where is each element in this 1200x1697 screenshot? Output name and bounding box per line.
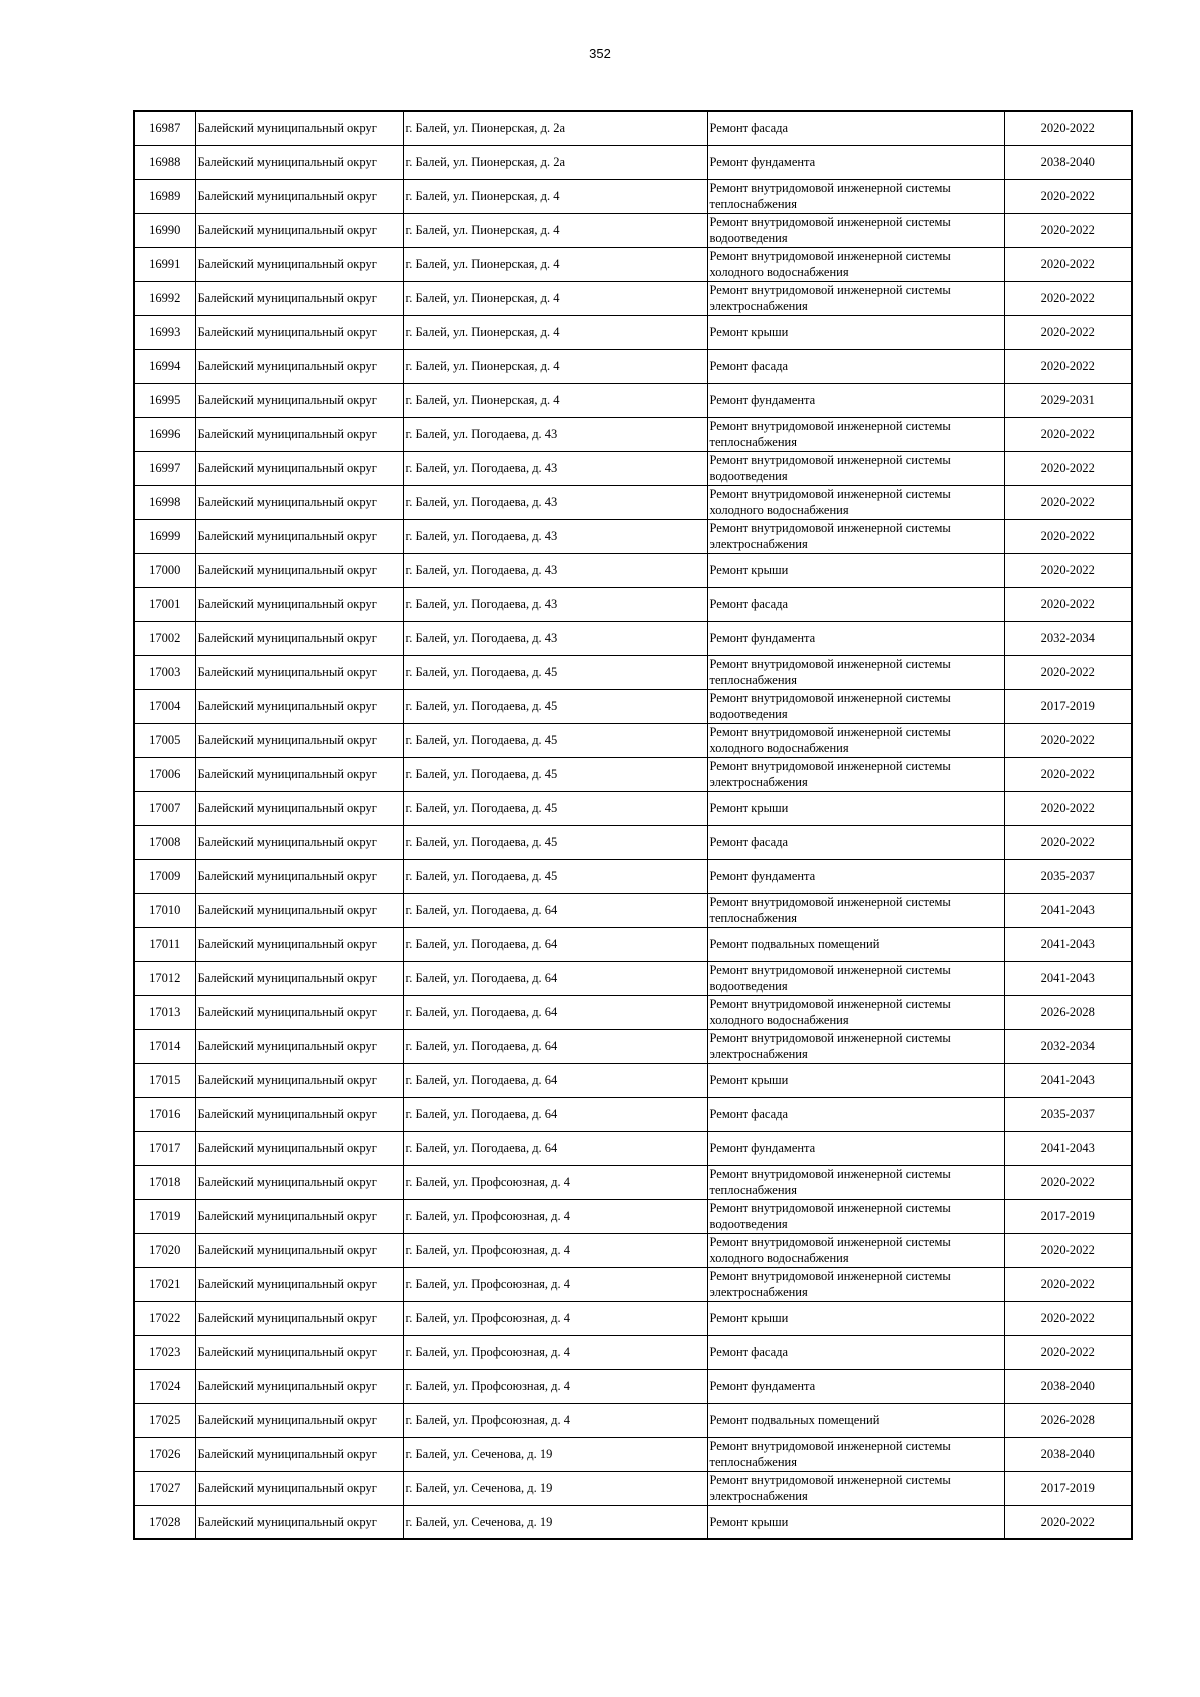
period-cell: 2041-2043 [1004, 1131, 1132, 1165]
municipality-cell: Балейский муниципальный округ [195, 825, 403, 859]
table-row [134, 1403, 1132, 1437]
municipality-cell: Балейский муниципальный округ [195, 1131, 403, 1165]
municipality-cell: Балейский муниципальный округ [195, 247, 403, 281]
municipality-cell: Балейский муниципальный округ [195, 1267, 403, 1301]
work-type-cell: Ремонт фасада [707, 825, 1004, 859]
address-cell: г. Балей, ул. Профсоюзная, д. 4 [403, 1369, 707, 1403]
period-cell: 2020-2022 [1004, 485, 1132, 519]
work-type-cell: Ремонт крыши [707, 315, 1004, 349]
table-row [134, 825, 1132, 859]
table-row [134, 1267, 1132, 1301]
work-type-cell: Ремонт фасада [707, 1335, 1004, 1369]
period-cell: 2041-2043 [1004, 927, 1132, 961]
table-row [134, 1199, 1132, 1233]
address-cell: г. Балей, ул. Погодаева, д. 45 [403, 689, 707, 723]
row-number-cell: 16992 [134, 281, 195, 315]
row-number-cell: 17019 [134, 1199, 195, 1233]
period-cell: 2032-2034 [1004, 621, 1132, 655]
address-cell: г. Балей, ул. Профсоюзная, д. 4 [403, 1165, 707, 1199]
address-cell: г. Балей, ул. Сеченова, д. 19 [403, 1437, 707, 1471]
municipality-cell: Балейский муниципальный округ [195, 145, 403, 179]
period-cell: 2020-2022 [1004, 519, 1132, 553]
row-number-cell: 17016 [134, 1097, 195, 1131]
municipality-cell: Балейский муниципальный округ [195, 689, 403, 723]
table-row [134, 587, 1132, 621]
period-cell: 2020-2022 [1004, 553, 1132, 587]
address-cell: г. Балей, ул. Погодаева, д. 64 [403, 927, 707, 961]
period-cell: 2020-2022 [1004, 315, 1132, 349]
municipality-cell: Балейский муниципальный округ [195, 1369, 403, 1403]
municipality-cell: Балейский муниципальный округ [195, 111, 403, 145]
municipality-cell: Балейский муниципальный округ [195, 961, 403, 995]
row-number-cell: 17015 [134, 1063, 195, 1097]
municipality-cell: Балейский муниципальный округ [195, 519, 403, 553]
address-cell: г. Балей, ул. Профсоюзная, д. 4 [403, 1267, 707, 1301]
row-number-cell: 17020 [134, 1233, 195, 1267]
table-row [134, 213, 1132, 247]
address-cell: г. Балей, ул. Погодаева, д. 64 [403, 1097, 707, 1131]
table-row [134, 1097, 1132, 1131]
work-type-cell: Ремонт подвальных помещений [707, 1403, 1004, 1437]
row-number-cell: 17025 [134, 1403, 195, 1437]
work-type-cell: Ремонт внутридомовой инженерной системы холодного водоснабжения [707, 247, 1004, 281]
municipality-cell: Балейский муниципальный округ [195, 587, 403, 621]
work-type-cell: Ремонт фасада [707, 1097, 1004, 1131]
period-cell: 2020-2022 [1004, 587, 1132, 621]
municipality-cell: Балейский муниципальный округ [195, 723, 403, 757]
address-cell: г. Балей, ул. Пионерская, д. 2а [403, 145, 707, 179]
work-type-cell: Ремонт внутридомовой инженерной системы теплоснабжения [707, 1437, 1004, 1471]
address-cell: г. Балей, ул. Погодаева, д. 43 [403, 587, 707, 621]
work-type-cell: Ремонт фасада [707, 587, 1004, 621]
work-type-cell: Ремонт внутридомовой инженерной системы водоотведения [707, 689, 1004, 723]
table-row [134, 315, 1132, 349]
row-number-cell: 17000 [134, 553, 195, 587]
address-cell: г. Балей, ул. Профсоюзная, д. 4 [403, 1301, 707, 1335]
row-number-cell: 16996 [134, 417, 195, 451]
period-cell: 2020-2022 [1004, 179, 1132, 213]
work-type-cell: Ремонт внутридомовой инженерной системы водоотведения [707, 451, 1004, 485]
address-cell: г. Балей, ул. Погодаева, д. 45 [403, 655, 707, 689]
work-type-cell: Ремонт подвальных помещений [707, 927, 1004, 961]
period-cell: 2026-2028 [1004, 1403, 1132, 1437]
municipality-cell: Балейский муниципальный округ [195, 1199, 403, 1233]
address-cell: г. Балей, ул. Погодаева, д. 64 [403, 961, 707, 995]
table-row [134, 1471, 1132, 1505]
municipality-cell: Балейский муниципальный округ [195, 1165, 403, 1199]
period-cell: 2020-2022 [1004, 1335, 1132, 1369]
table-row [134, 179, 1132, 213]
address-cell: г. Балей, ул. Погодаева, д. 45 [403, 757, 707, 791]
row-number-cell: 16995 [134, 383, 195, 417]
table-row [134, 349, 1132, 383]
table-row [134, 961, 1132, 995]
row-number-cell: 16997 [134, 451, 195, 485]
address-cell: г. Балей, ул. Пионерская, д. 4 [403, 349, 707, 383]
row-number-cell: 17017 [134, 1131, 195, 1165]
address-cell: г. Балей, ул. Пионерская, д. 2а [403, 111, 707, 145]
address-cell: г. Балей, ул. Профсоюзная, д. 4 [403, 1199, 707, 1233]
table-row [134, 791, 1132, 825]
address-cell: г. Балей, ул. Погодаева, д. 45 [403, 859, 707, 893]
row-number-cell: 16999 [134, 519, 195, 553]
address-cell: г. Балей, ул. Погодаева, д. 64 [403, 1063, 707, 1097]
period-cell: 2035-2037 [1004, 859, 1132, 893]
work-type-cell: Ремонт фундамента [707, 1131, 1004, 1165]
work-type-cell: Ремонт внутридомовой инженерной системы водоотведения [707, 1199, 1004, 1233]
row-number-cell: 17026 [134, 1437, 195, 1471]
work-type-cell: Ремонт внутридомовой инженерной системы электроснабжения [707, 757, 1004, 791]
address-cell: г. Балей, ул. Погодаева, д. 43 [403, 417, 707, 451]
table-row [134, 655, 1132, 689]
work-type-cell: Ремонт фундамента [707, 1369, 1004, 1403]
table-row [134, 1335, 1132, 1369]
work-type-cell: Ремонт крыши [707, 791, 1004, 825]
table-row [134, 1437, 1132, 1471]
row-number-cell: 17014 [134, 1029, 195, 1063]
row-number-cell: 17021 [134, 1267, 195, 1301]
table-row [134, 417, 1132, 451]
municipality-cell: Балейский муниципальный округ [195, 1403, 403, 1437]
table-row [134, 519, 1132, 553]
work-type-cell: Ремонт внутридомовой инженерной системы электроснабжения [707, 1267, 1004, 1301]
municipality-cell: Балейский муниципальный округ [195, 621, 403, 655]
period-cell: 2020-2022 [1004, 1165, 1132, 1199]
municipality-cell: Балейский муниципальный округ [195, 417, 403, 451]
municipality-cell: Балейский муниципальный округ [195, 451, 403, 485]
address-cell: г. Балей, ул. Пионерская, д. 4 [403, 281, 707, 315]
address-cell: г. Балей, ул. Профсоюзная, д. 4 [403, 1335, 707, 1369]
work-type-cell: Ремонт внутридомовой инженерной системы холодного водоснабжения [707, 723, 1004, 757]
period-cell: 2020-2022 [1004, 757, 1132, 791]
period-cell: 2017-2019 [1004, 1471, 1132, 1505]
period-cell: 2032-2034 [1004, 1029, 1132, 1063]
work-type-cell: Ремонт внутридомовой инженерной системы холодного водоснабжения [707, 1233, 1004, 1267]
work-type-cell: Ремонт крыши [707, 1505, 1004, 1539]
address-cell: г. Балей, ул. Пионерская, д. 4 [403, 315, 707, 349]
period-cell: 2020-2022 [1004, 1267, 1132, 1301]
period-cell: 2041-2043 [1004, 893, 1132, 927]
period-cell: 2020-2022 [1004, 723, 1132, 757]
work-type-cell: Ремонт крыши [707, 1063, 1004, 1097]
address-cell: г. Балей, ул. Профсоюзная, д. 4 [403, 1233, 707, 1267]
address-cell: г. Балей, ул. Пионерская, д. 4 [403, 247, 707, 281]
work-type-cell: Ремонт внутридомовой инженерной системы водоотведения [707, 961, 1004, 995]
municipality-cell: Балейский муниципальный округ [195, 1029, 403, 1063]
municipality-cell: Балейский муниципальный округ [195, 383, 403, 417]
address-cell: г. Балей, ул. Погодаева, д. 64 [403, 1131, 707, 1165]
row-number-cell: 17010 [134, 893, 195, 927]
municipality-cell: Балейский муниципальный округ [195, 791, 403, 825]
period-cell: 2020-2022 [1004, 417, 1132, 451]
municipality-cell: Балейский муниципальный округ [195, 1233, 403, 1267]
address-cell: г. Балей, ул. Сеченова, д. 19 [403, 1505, 707, 1539]
municipality-cell: Балейский муниципальный округ [195, 893, 403, 927]
row-number-cell: 17009 [134, 859, 195, 893]
work-type-cell: Ремонт фасада [707, 111, 1004, 145]
table-row [134, 247, 1132, 281]
period-cell: 2020-2022 [1004, 791, 1132, 825]
work-type-cell: Ремонт внутридомовой инженерной системы электроснабжения [707, 1471, 1004, 1505]
address-cell: г. Балей, ул. Погодаева, д. 45 [403, 723, 707, 757]
work-type-cell: Ремонт внутридомовой инженерной системы водоотведения [707, 213, 1004, 247]
period-cell: 2020-2022 [1004, 213, 1132, 247]
period-cell: 2035-2037 [1004, 1097, 1132, 1131]
work-type-cell: Ремонт крыши [707, 1301, 1004, 1335]
row-number-cell: 16990 [134, 213, 195, 247]
row-number-cell: 16994 [134, 349, 195, 383]
period-cell: 2020-2022 [1004, 281, 1132, 315]
table-row [134, 111, 1132, 145]
table-row [134, 859, 1132, 893]
page-number: 352 [589, 46, 611, 61]
work-type-cell: Ремонт внутридомовой инженерной системы теплоснабжения [707, 655, 1004, 689]
period-cell: 2038-2040 [1004, 1437, 1132, 1471]
row-number-cell: 16998 [134, 485, 195, 519]
table-row [134, 1131, 1132, 1165]
row-number-cell: 16987 [134, 111, 195, 145]
address-cell: г. Балей, ул. Погодаева, д. 45 [403, 791, 707, 825]
table-row [134, 927, 1132, 961]
period-cell: 2029-2031 [1004, 383, 1132, 417]
work-type-cell: Ремонт внутридомовой инженерной системы холодного водоснабжения [707, 995, 1004, 1029]
municipality-cell: Балейский муниципальный округ [195, 1335, 403, 1369]
period-cell: 2020-2022 [1004, 111, 1132, 145]
municipality-cell: Балейский муниципальный округ [195, 757, 403, 791]
address-cell: г. Балей, ул. Пионерская, д. 4 [403, 383, 707, 417]
municipality-cell: Балейский муниципальный округ [195, 655, 403, 689]
table-row [134, 485, 1132, 519]
table-row [134, 281, 1132, 315]
row-number-cell: 17012 [134, 961, 195, 995]
period-cell: 2020-2022 [1004, 655, 1132, 689]
table-row [134, 1301, 1132, 1335]
period-cell: 2017-2019 [1004, 1199, 1132, 1233]
row-number-cell: 17018 [134, 1165, 195, 1199]
municipality-cell: Балейский муниципальный округ [195, 485, 403, 519]
municipality-cell: Балейский муниципальный округ [195, 315, 403, 349]
address-cell: г. Балей, ул. Пионерская, д. 4 [403, 213, 707, 247]
row-number-cell: 17011 [134, 927, 195, 961]
table-row [134, 893, 1132, 927]
municipality-cell: Балейский муниципальный округ [195, 1097, 403, 1131]
period-cell: 2041-2043 [1004, 961, 1132, 995]
municipality-cell: Балейский муниципальный округ [195, 1471, 403, 1505]
municipality-cell: Балейский муниципальный округ [195, 349, 403, 383]
period-cell: 2026-2028 [1004, 995, 1132, 1029]
municipality-cell: Балейский муниципальный округ [195, 859, 403, 893]
work-type-cell: Ремонт внутридомовой инженерной системы электроснабжения [707, 519, 1004, 553]
municipality-cell: Балейский муниципальный округ [195, 1301, 403, 1335]
work-type-cell: Ремонт фундамента [707, 145, 1004, 179]
work-type-cell: Ремонт фундамента [707, 621, 1004, 655]
period-cell: 2020-2022 [1004, 1505, 1132, 1539]
table-body [134, 111, 1132, 1539]
row-number-cell: 16993 [134, 315, 195, 349]
period-cell: 2020-2022 [1004, 247, 1132, 281]
address-cell: г. Балей, ул. Погодаева, д. 45 [403, 825, 707, 859]
address-cell: г. Балей, ул. Профсоюзная, д. 4 [403, 1403, 707, 1437]
row-number-cell: 17022 [134, 1301, 195, 1335]
address-cell: г. Балей, ул. Сеченова, д. 19 [403, 1471, 707, 1505]
period-cell: 2041-2043 [1004, 1063, 1132, 1097]
table-row [134, 723, 1132, 757]
work-type-cell: Ремонт внутридомовой инженерной системы теплоснабжения [707, 1165, 1004, 1199]
row-number-cell: 17006 [134, 757, 195, 791]
municipality-cell: Балейский муниципальный округ [195, 179, 403, 213]
work-type-cell: Ремонт фундамента [707, 383, 1004, 417]
table-row [134, 995, 1132, 1029]
row-number-cell: 16988 [134, 145, 195, 179]
period-cell: 2020-2022 [1004, 1233, 1132, 1267]
row-number-cell: 17024 [134, 1369, 195, 1403]
address-cell: г. Балей, ул. Погодаева, д. 64 [403, 1029, 707, 1063]
address-cell: г. Балей, ул. Пионерская, д. 4 [403, 179, 707, 213]
municipality-cell: Балейский муниципальный округ [195, 995, 403, 1029]
row-number-cell: 17028 [134, 1505, 195, 1539]
address-cell: г. Балей, ул. Погодаева, д. 43 [403, 553, 707, 587]
period-cell: 2020-2022 [1004, 1301, 1132, 1335]
table-row [134, 1063, 1132, 1097]
period-cell: 2020-2022 [1004, 825, 1132, 859]
table-row [134, 1165, 1132, 1199]
table-row [134, 1369, 1132, 1403]
row-number-cell: 17004 [134, 689, 195, 723]
row-number-cell: 17023 [134, 1335, 195, 1369]
work-type-cell: Ремонт внутридомовой инженерной системы теплоснабжения [707, 417, 1004, 451]
work-type-cell: Ремонт внутридомовой инженерной системы теплоснабжения [707, 893, 1004, 927]
table-row [134, 621, 1132, 655]
table-row [134, 1505, 1132, 1539]
municipality-cell: Балейский муниципальный округ [195, 1063, 403, 1097]
row-number-cell: 16991 [134, 247, 195, 281]
table-row [134, 757, 1132, 791]
address-cell: г. Балей, ул. Погодаева, д. 64 [403, 995, 707, 1029]
repair-schedule-table [133, 110, 1133, 1540]
municipality-cell: Балейский муниципальный округ [195, 553, 403, 587]
table-row [134, 1029, 1132, 1063]
table-row [134, 383, 1132, 417]
municipality-cell: Балейский муниципальный округ [195, 927, 403, 961]
address-cell: г. Балей, ул. Погодаева, д. 64 [403, 893, 707, 927]
row-number-cell: 16989 [134, 179, 195, 213]
address-cell: г. Балей, ул. Погодаева, д. 43 [403, 621, 707, 655]
address-cell: г. Балей, ул. Погодаева, д. 43 [403, 451, 707, 485]
period-cell: 2017-2019 [1004, 689, 1132, 723]
work-type-cell: Ремонт внутридомовой инженерной системы электроснабжения [707, 1029, 1004, 1063]
row-number-cell: 17001 [134, 587, 195, 621]
row-number-cell: 17013 [134, 995, 195, 1029]
period-cell: 2020-2022 [1004, 451, 1132, 485]
row-number-cell: 17002 [134, 621, 195, 655]
table-row [134, 553, 1132, 587]
work-type-cell: Ремонт внутридомовой инженерной системы холодного водоснабжения [707, 485, 1004, 519]
work-type-cell: Ремонт внутридомовой инженерной системы теплоснабжения [707, 179, 1004, 213]
address-cell: г. Балей, ул. Погодаева, д. 43 [403, 485, 707, 519]
row-number-cell: 17027 [134, 1471, 195, 1505]
row-number-cell: 17005 [134, 723, 195, 757]
municipality-cell: Балейский муниципальный округ [195, 281, 403, 315]
work-type-cell: Ремонт внутридомовой инженерной системы электроснабжения [707, 281, 1004, 315]
row-number-cell: 17003 [134, 655, 195, 689]
work-type-cell: Ремонт крыши [707, 553, 1004, 587]
municipality-cell: Балейский муниципальный округ [195, 1437, 403, 1471]
table-row [134, 145, 1132, 179]
table-row [134, 1233, 1132, 1267]
period-cell: 2038-2040 [1004, 145, 1132, 179]
work-type-cell: Ремонт фасада [707, 349, 1004, 383]
municipality-cell: Балейский муниципальный округ [195, 213, 403, 247]
table-row [134, 451, 1132, 485]
work-type-cell: Ремонт фундамента [707, 859, 1004, 893]
address-cell: г. Балей, ул. Погодаева, д. 43 [403, 519, 707, 553]
table-row [134, 689, 1132, 723]
period-cell: 2020-2022 [1004, 349, 1132, 383]
row-number-cell: 17008 [134, 825, 195, 859]
municipality-cell: Балейский муниципальный округ [195, 1505, 403, 1539]
period-cell: 2038-2040 [1004, 1369, 1132, 1403]
row-number-cell: 17007 [134, 791, 195, 825]
